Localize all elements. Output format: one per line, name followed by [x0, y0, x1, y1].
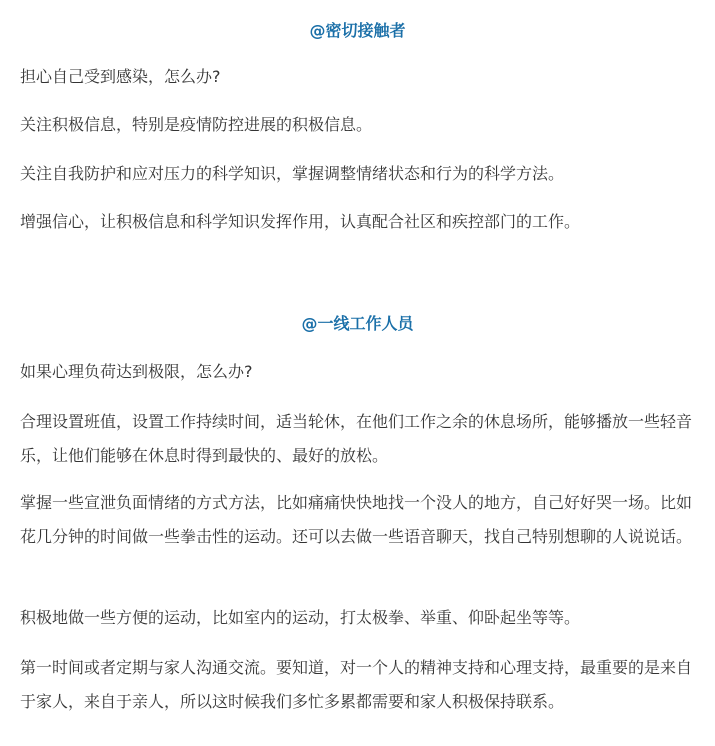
paragraph: 第一时间或者定期与家人沟通交流。要知道，对一个人的精神支持和心理支持，最重要的是来自于家人，来自于亲人，所以这时候我们多忙多累都需要和家人积极保持联系。: [20, 658, 693, 711]
paragraph-question: 如果心理负荷达到极限，怎么办?: [20, 362, 253, 381]
paragraph: 增强信心，让积极信息和科学知识发挥作用，认真配合社区和疾控部门的工作。: [20, 212, 581, 231]
paragraph: 积极地做一些方便的运动，比如室内的运动，打太极拳、举重、仰卧起坐等等。: [20, 608, 581, 627]
section-title-frontline-workers: @一线工作人员: [301, 314, 414, 333]
paragraph: 关注自我防护和应对压力的科学知识，掌握调整情绪状态和行为的科学方法。: [20, 164, 565, 183]
paragraph: 合理设置班值，设置工作持续时间，适当轮休，在他们工作之余的休息场所，能够播放一些轻音乐，让他们能够在休息时得到最快的、最好的放松。: [20, 412, 693, 465]
paragraph-question: 担心自己受到感染，怎么办?: [20, 67, 221, 86]
paragraph: 掌握一些宣泄负面情绪的方式方法，比如痛痛快快地找一个没人的地方，自己好好哭一场。比如花几分钟的时间做一些拳击性的运动。还可以去做一些语音聊天，找自己特别想聊的人说说话。: [20, 493, 693, 546]
paragraph: 关注积极信息，特别是疫情防控进展的积极信息。: [20, 115, 373, 134]
section-title-close-contacts: @密切接触者: [309, 21, 406, 40]
